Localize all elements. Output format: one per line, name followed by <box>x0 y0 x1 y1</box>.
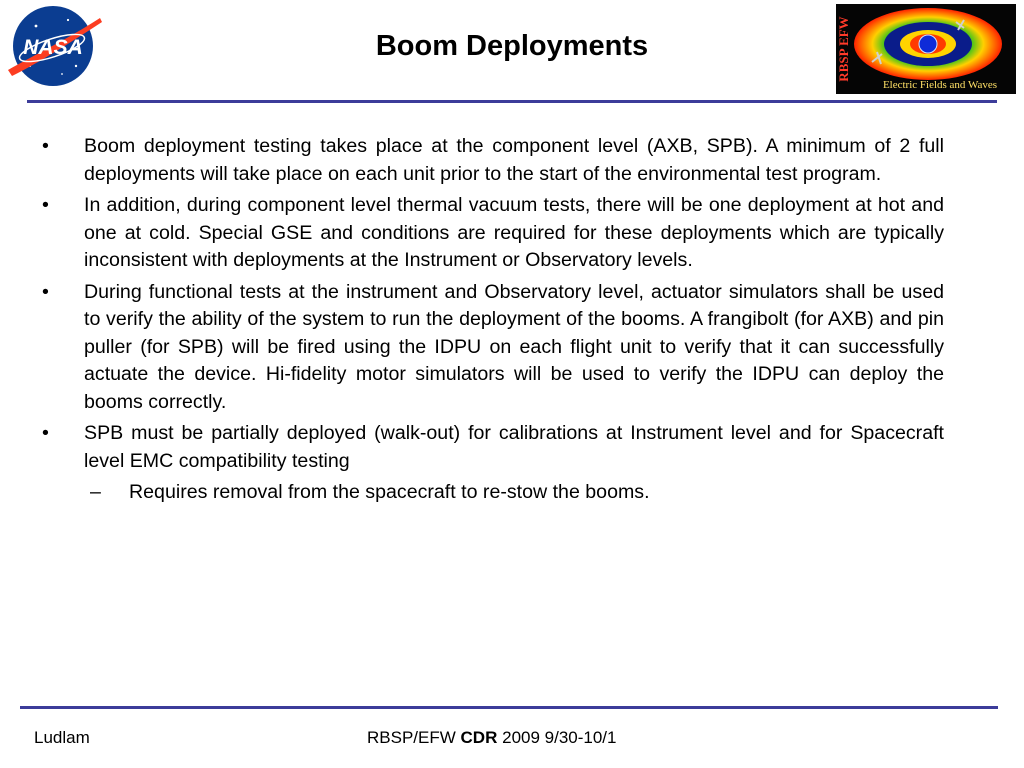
list-item <box>40 133 944 188</box>
footer-event-suffix: 2009 9/30-10/1 <box>502 728 617 747</box>
footer-event-bold: CDR <box>460 728 498 747</box>
footer-event <box>367 728 617 748</box>
nasa-logo-text: NASA <box>23 36 83 59</box>
footer-event-prefix: RBSP/EFW <box>367 728 456 747</box>
bullet-marker: • <box>42 135 49 157</box>
bullet-text: Boom deployment testing takes place at the component level (AXB, SPB). A minimum of 2 full deployments will take place on each unit prior to the start of the environmental test program. <box>84 135 944 185</box>
bullet-marker: • <box>42 194 49 216</box>
rbsp-efw-logo <box>836 4 1016 94</box>
bullet-text: SPB must be partially deployed (walk-out) for calibrations at Instrument level and for Spacecraft level EMC compatibility testing <box>84 422 944 472</box>
footer-divider <box>20 706 998 709</box>
sub-bullet-marker: – <box>90 481 101 503</box>
page-title: Boom Deployments <box>375 30 649 62</box>
bullet-text: During functional tests at the instrument and Observatory level, actuator simulators shall be used to verify the ability of the system to run the deployment of the booms. A frangibolt (for AXB) and pin puller (for SPB) will be fired using the IDPU on each flight unit to verify that it can successfully actuate the device. Hi-fidelity motor simulators will be used to verify the IDPU can deploy the booms correctly. <box>84 280 944 413</box>
sub-list-item <box>40 479 944 507</box>
bullet-marker: • <box>42 280 49 303</box>
sub-bullet-text: Requires removal from the spacecraft to re-stow the booms. <box>129 481 650 503</box>
list-item <box>40 192 944 275</box>
bullet-text: In addition, during component level thermal vacuum tests, there will be one deployment at hot and one at cold. Special GSE and conditions are required for these deployments which are typically inconsistent with deployments at the Instrument or Observatory levels. <box>84 194 944 271</box>
header-divider <box>27 100 997 103</box>
footer-author: Ludlam <box>34 728 90 747</box>
bullet-marker: • <box>42 422 49 444</box>
efw-logo-side-text: RBSP EFW <box>836 16 851 82</box>
list-item <box>40 279 944 417</box>
bullet-list <box>40 133 944 511</box>
efw-logo-caption: Electric Fields and Waves <box>882 79 998 91</box>
list-item <box>40 420 944 475</box>
